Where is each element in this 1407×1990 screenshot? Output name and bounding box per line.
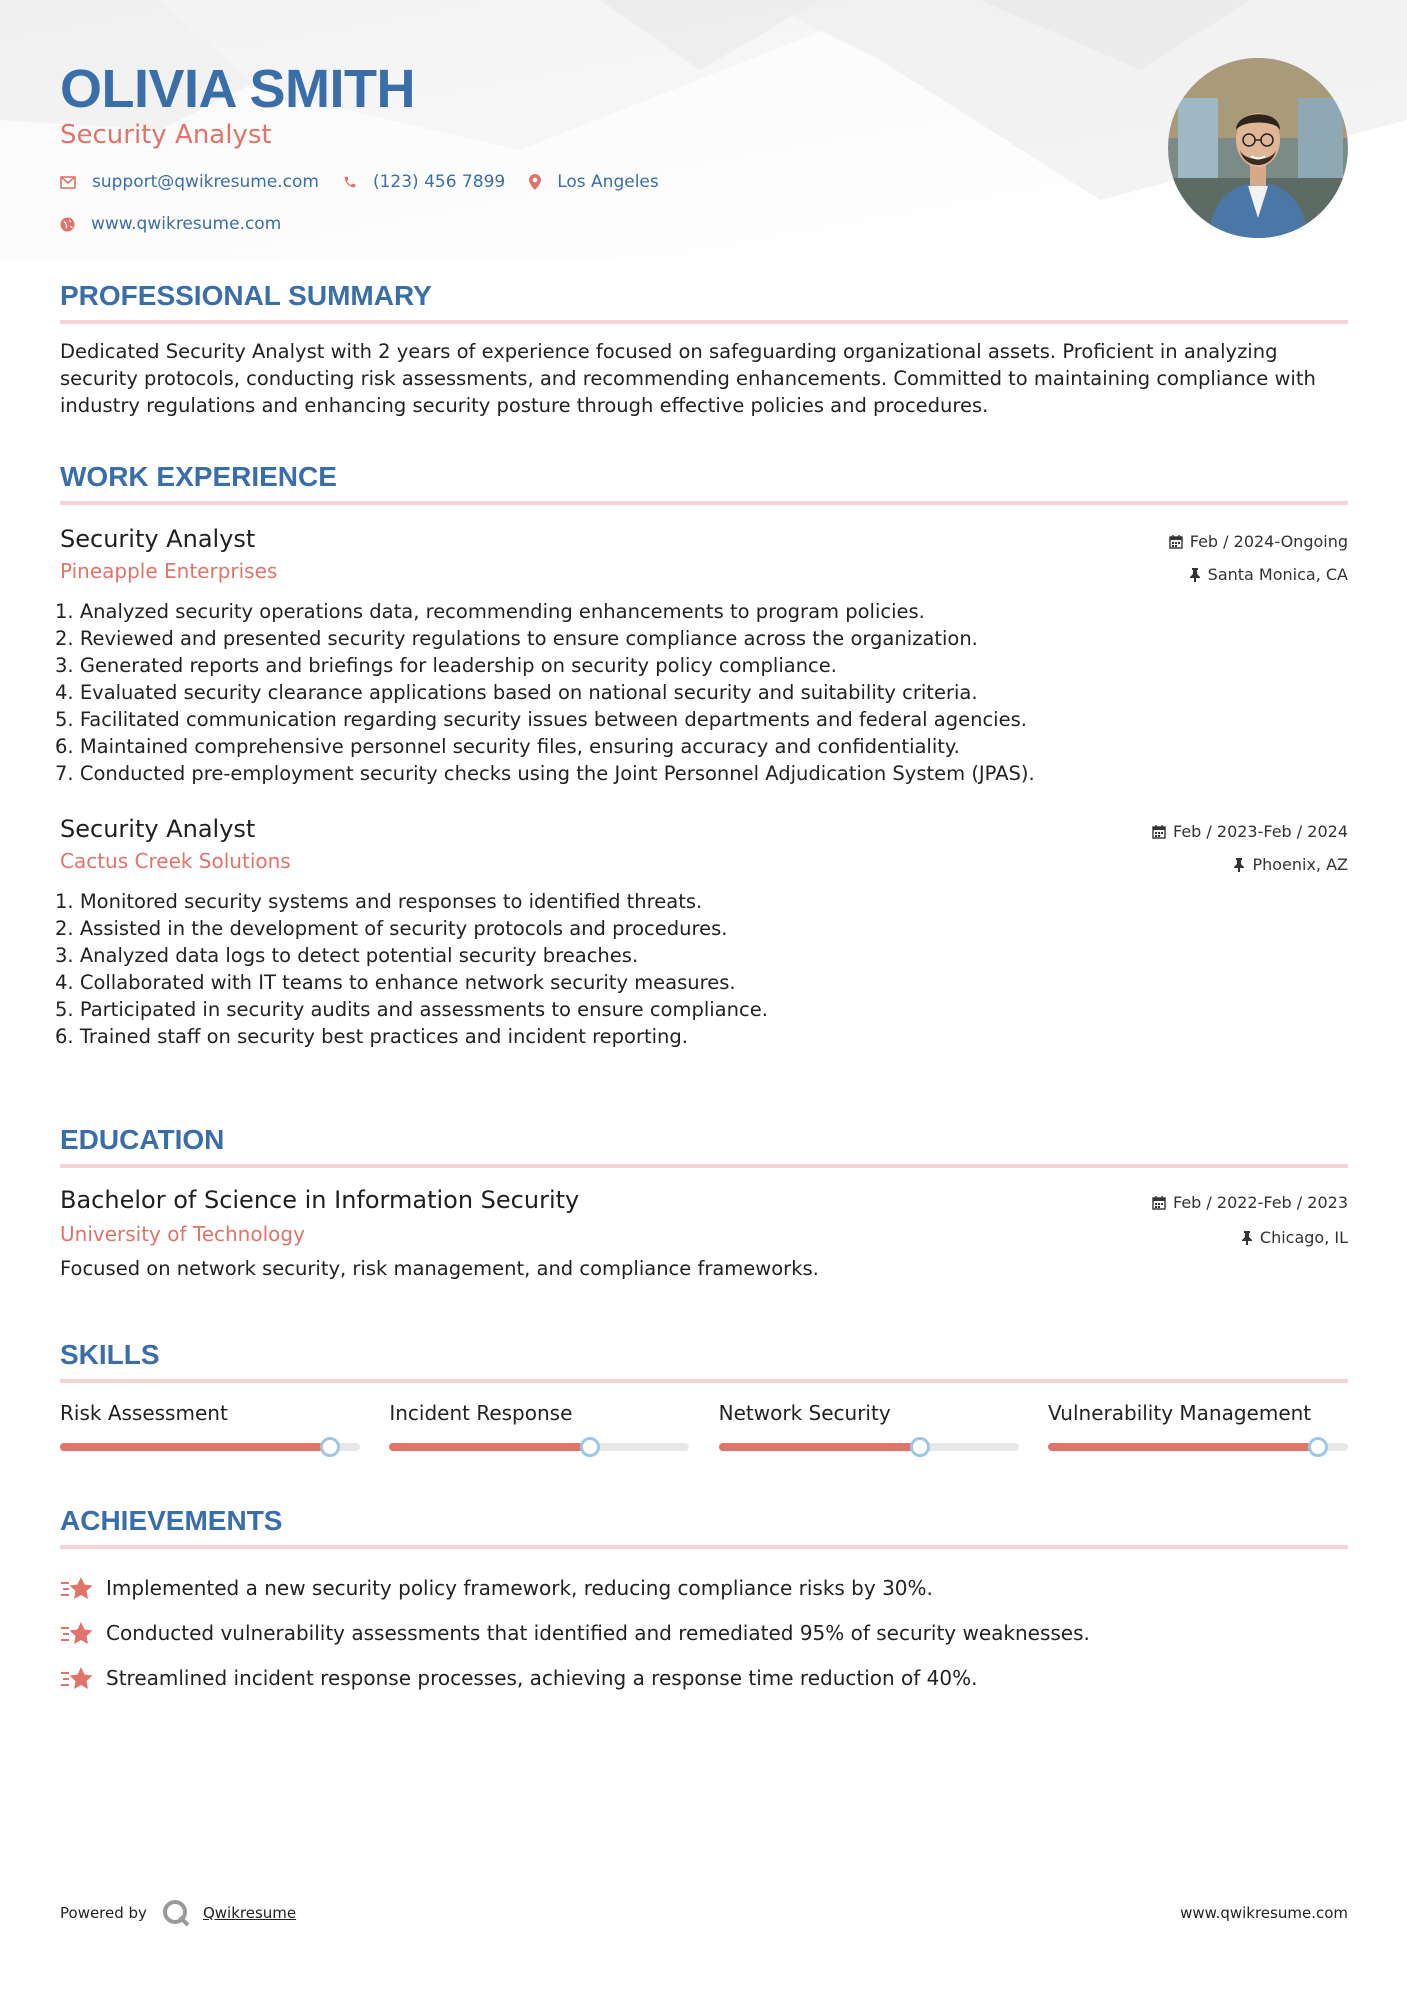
job-entry <box>60 525 1348 787</box>
skill-label: Risk Assessment <box>60 1401 228 1425</box>
list-item: Monitored security systems and responses to identified threats. <box>79 890 703 913</box>
skill-bar-knob <box>910 1437 930 1457</box>
contact-email[interactable] <box>60 172 319 192</box>
education-entry <box>60 1186 1348 1282</box>
page-footer <box>60 1898 1348 1928</box>
list-item: Trained staff on security best practices and incident reporting. <box>79 1025 688 1048</box>
star-icon <box>60 1575 94 1601</box>
calendar-icon <box>1152 1196 1166 1210</box>
list-item: Collaborated with IT teams to enhance network security measures. <box>79 971 736 994</box>
summary-section <box>60 280 1348 419</box>
skills-section <box>60 1339 1348 1451</box>
brand-link[interactable]: Qwikresume <box>202 1904 297 1922</box>
job-company: Pineapple Enterprises <box>60 559 278 583</box>
star-icon <box>60 1620 94 1646</box>
job-dates: Feb / 2023-Feb / 2024 <box>1173 822 1348 841</box>
skill-bar <box>719 1443 1019 1451</box>
list-item <box>60 1565 1348 1610</box>
job-bullets <box>60 888 1348 1050</box>
education-section <box>60 1124 1348 1282</box>
candidate-role: Security Analyst <box>60 120 272 150</box>
list-item: Facilitated communication regarding security issues between departments and federal agencies. <box>79 708 1027 731</box>
phone-icon <box>343 175 357 189</box>
list-item: Generated reports and briefings for leadership on security policy compliance. <box>79 654 837 677</box>
candidate-name: OLIVIA SMITH <box>60 59 415 119</box>
experience-section <box>60 461 1348 1050</box>
pushpin-icon <box>1189 568 1201 582</box>
education-title: EDUCATION <box>60 1124 1348 1168</box>
skill-label: Incident Response <box>389 1401 573 1425</box>
star-icon <box>60 1665 94 1691</box>
achievement-text: Implemented a new security policy framework, reducing compliance risks by 30%. <box>106 1575 933 1600</box>
contact-phone[interactable] <box>343 172 505 192</box>
skill-bar-knob <box>1308 1437 1328 1457</box>
achievements-list <box>60 1565 1348 1700</box>
job-location: Santa Monica, CA <box>1207 565 1348 584</box>
powered-by-label: Powered by <box>60 1904 147 1922</box>
achievements-title: ACHIEVEMENTS <box>60 1505 1348 1549</box>
skill-item <box>719 1401 1019 1451</box>
list-item: Participated in security audits and assessments to ensure compliance. <box>79 998 768 1021</box>
skill-bar-fill <box>60 1443 330 1451</box>
list-item: Evaluated security clearance applications based on national security and suitability criteria. <box>79 681 978 704</box>
contact-website[interactable] <box>60 214 281 234</box>
calendar-icon <box>1152 825 1166 839</box>
education-description: Focused on network security, risk management, and compliance frameworks. <box>60 1257 819 1280</box>
list-item: Maintained comprehensive personnel security files, ensuring accuracy and confidentiality. <box>79 735 960 758</box>
job-company: Cactus Creek Solutions <box>60 849 291 873</box>
achievement-text: Streamlined incident response processes, achieving a response time reduction of 40%. <box>106 1665 978 1690</box>
phone-text: (123) 456 7899 <box>372 172 506 192</box>
skill-item <box>1048 1401 1348 1451</box>
list-item <box>60 1610 1348 1655</box>
job-entry <box>60 815 1348 1050</box>
experience-title: WORK EXPERIENCE <box>60 461 1348 505</box>
job-bullets <box>60 598 1348 787</box>
job-location: Phoenix, AZ <box>1252 855 1348 874</box>
summary-title: PROFESSIONAL SUMMARY <box>60 280 1348 324</box>
education-location: Chicago, IL <box>1259 1228 1348 1247</box>
job-dates: Feb / 2024-Ongoing <box>1189 532 1348 551</box>
skill-bar <box>1048 1443 1348 1451</box>
email-text: support@qwikresume.com <box>92 172 319 192</box>
pushpin-icon <box>1241 1231 1253 1245</box>
skill-bar-fill <box>719 1443 920 1451</box>
contact-row-website <box>60 214 305 234</box>
degree: Bachelor of Science in Information Security <box>60 1186 580 1214</box>
list-item: Analyzed security operations data, recommending enhancements to program policies. <box>79 600 925 623</box>
achievement-text: Conducted vulnerability assessments that identified and remediated 95% of security weaknesses. <box>106 1620 1090 1645</box>
envelope-icon <box>60 176 76 189</box>
skill-bar <box>60 1443 360 1451</box>
skill-bar-fill <box>389 1443 590 1451</box>
skill-bar-knob <box>320 1437 340 1457</box>
footer-website[interactable]: www.qwikresume.com <box>1180 1904 1348 1922</box>
pushpin-icon <box>1233 858 1245 872</box>
job-title: Security Analyst <box>60 525 256 553</box>
education-dates: Feb / 2022-Feb / 2023 <box>1173 1193 1348 1212</box>
summary-text: Dedicated Security Analyst with 2 years of experience focused on safeguarding organizational assets. Proficient in analyzing security protocols, conducting risk assessments, and recommending enhancements. Committed to maintaining compliance with industry regulations and enhancing security posture through effective policies and procedures. <box>60 340 1316 417</box>
qwikresume-logo-icon <box>161 1898 191 1928</box>
location-text: Los Angeles <box>557 172 659 192</box>
skill-label: Network Security <box>718 1401 891 1425</box>
skill-item <box>60 1401 360 1451</box>
school: University of Technology <box>60 1222 305 1246</box>
contact-row <box>60 172 683 192</box>
skill-item <box>389 1401 689 1451</box>
website-text: www.qwikresume.com <box>91 214 282 234</box>
list-item: Analyzed data logs to detect potential security breaches. <box>79 944 639 967</box>
globe-icon <box>60 217 75 232</box>
calendar-icon <box>1169 535 1183 549</box>
skill-bar-fill <box>1048 1443 1318 1451</box>
skills-title: SKILLS <box>60 1339 1348 1383</box>
skill-bar-knob <box>580 1437 600 1457</box>
list-item: Conducted pre-employment security checks using the Joint Personnel Adjudication System (JPAS). <box>79 762 1035 785</box>
skill-label: Vulnerability Management <box>1047 1401 1312 1425</box>
job-title: Security Analyst <box>60 815 256 843</box>
skill-bar <box>389 1443 689 1451</box>
profile-photo <box>1168 58 1348 238</box>
contact-location <box>529 172 659 192</box>
list-item: Reviewed and presented security regulations to ensure compliance across the organization. <box>79 627 978 650</box>
achievements-section <box>60 1505 1348 1700</box>
list-item: Assisted in the development of security protocols and procedures. <box>79 917 728 940</box>
map-pin-icon <box>529 174 541 190</box>
skills-list <box>60 1401 1348 1451</box>
list-item <box>60 1655 1348 1700</box>
